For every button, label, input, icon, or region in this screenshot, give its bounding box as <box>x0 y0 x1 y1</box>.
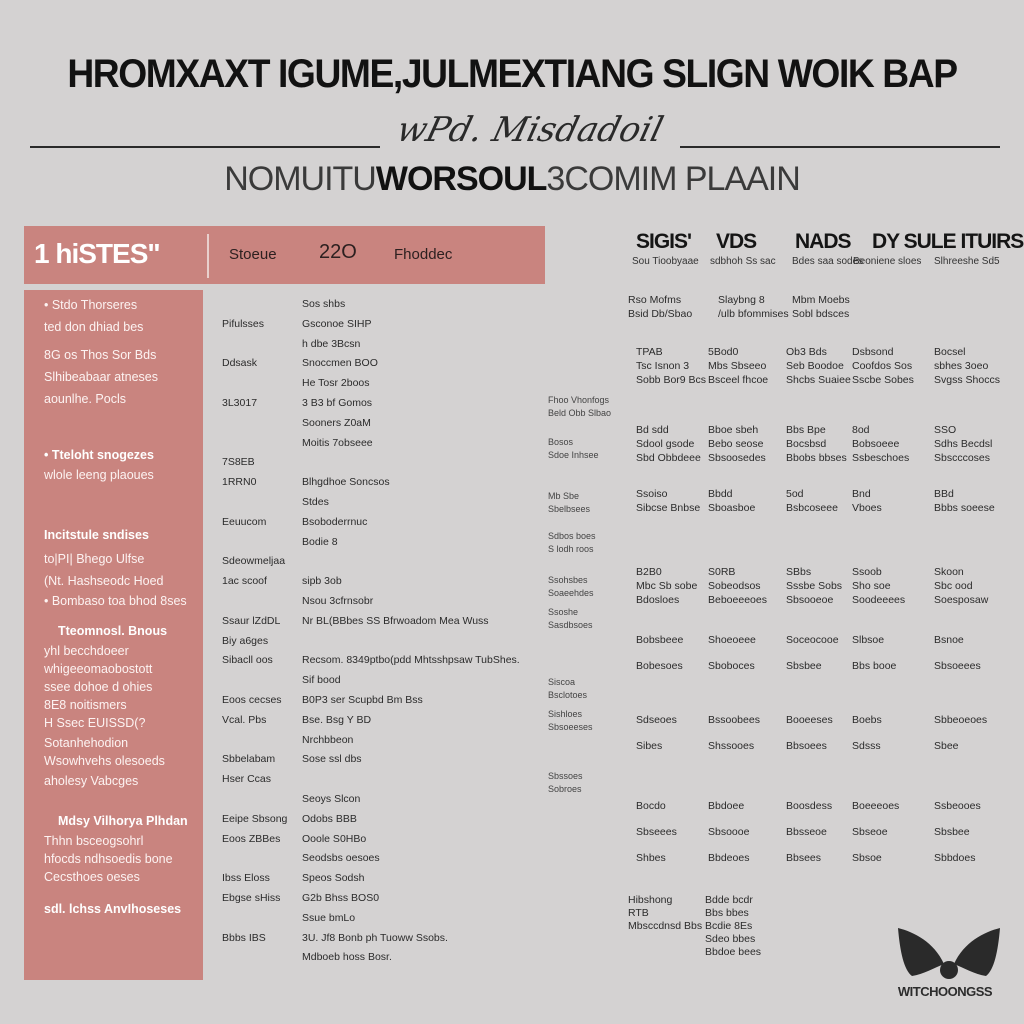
middle-label: 1ac scoof <box>222 575 267 588</box>
grid-cell: Bsbcoseee <box>786 502 838 514</box>
middle-value: Bse. Bsg Y BD <box>302 713 372 726</box>
row-label: Sbssoes <box>548 771 583 781</box>
grid-cell: Bsnoe <box>934 634 964 646</box>
grid-cell: Sbseoe <box>852 826 888 838</box>
sidebar-line: Sotanhehodion <box>44 736 129 750</box>
grid-cell: Sdsss <box>852 740 881 752</box>
grid-cell: Bobsbeee <box>636 634 684 646</box>
sidebar-line: H Ssec EUISSD(? <box>44 716 146 730</box>
header-band-main: 1 hiSTES" <box>34 238 160 269</box>
grid-cell: Bbdoee <box>708 800 745 812</box>
middle-value: 3U. Jf8 Bonb ph Tuoww Ssobs. <box>302 931 448 944</box>
grid-cell: Sobeodsos <box>708 580 761 592</box>
grid-cell: Bbsseoe <box>786 826 827 838</box>
grid-cell: Shcbs Suaiee <box>786 374 851 386</box>
sidebar-line: to|PI| Bhego Ulfse <box>44 552 145 566</box>
grid-cell: Bssoobees <box>708 714 760 726</box>
header-band-divider <box>207 234 209 278</box>
middle-value: Stdes <box>302 496 329 508</box>
grid-cell: Bboe sbeh <box>708 424 759 436</box>
script-line: wPd. Misdadoil <box>392 110 668 150</box>
column-subheader: Beoniene sloes <box>853 256 922 267</box>
column-subheader: Slhreeshe Sd5 <box>934 256 1000 267</box>
middle-label: Eoos cecses <box>222 694 282 706</box>
middle-value: Speos Sodsh <box>302 872 365 885</box>
row-label: Mb Sbe <box>548 491 580 501</box>
middle-label: Vcal. Pbs <box>222 713 267 726</box>
sidebar-line: aounlhe. Pocls <box>44 392 127 406</box>
grid-cell: Sbee <box>934 740 959 752</box>
middle-value: Moitis 7obseee <box>302 436 373 449</box>
header-band-col-3: Fhoddec <box>394 246 453 263</box>
sidebar-line: aholesy Vabcges <box>44 774 139 788</box>
grid-cell: Bocsel <box>934 346 966 358</box>
grid-cell: Shbes <box>636 852 666 864</box>
grid-cell: Ssbeooes <box>934 800 981 812</box>
grid-cell: Sbscccoses <box>934 452 991 464</box>
grid-cell: Coofdos Sos <box>852 360 913 372</box>
row-label-sub: Sasdbsoes <box>548 620 593 630</box>
grid-cell: Skoon <box>934 566 964 578</box>
butterfly-logo-icon <box>894 924 1004 984</box>
grid-cell: SBbs <box>786 566 812 578</box>
sidebar-line: • Stdo Thorseres <box>44 298 138 312</box>
grid-cell: Slaybng 8 <box>718 294 765 306</box>
middle-value: Gsconoe SIHP <box>302 317 372 330</box>
grid-cell: Soceocooe <box>786 634 839 646</box>
grid-cell: Bbdeoes <box>708 852 750 864</box>
grid-cell: Seb Boodoe <box>786 360 844 372</box>
grid-cell: S0RB <box>708 566 736 578</box>
middle-label: Eoos ZBBes <box>222 832 281 845</box>
grid-cell: Bdosloes <box>636 594 680 606</box>
middle-value: Blhgdhoe Soncsos <box>302 476 390 489</box>
middle-label: Ibss Eloss <box>222 872 270 885</box>
middle-value: G2b Bhss BOS0 <box>302 892 380 904</box>
middle-label: 3L3017 <box>222 397 258 409</box>
middle-label: Biy a6ges <box>222 634 269 647</box>
middle-label: Ssaur lZdDL <box>222 614 281 627</box>
grid-cell: Sbsoeees <box>934 660 981 672</box>
column-header: SIGIS' <box>636 230 692 253</box>
grid-cell: /ulb bfommises <box>718 308 789 320</box>
grid-cell: Bocsbsd <box>786 438 827 450</box>
middle-value: Seodsbs oesoes <box>302 852 380 865</box>
title-rule-right <box>680 146 1000 148</box>
sidebar-line: 8G os Thos Sor Bds <box>44 348 157 362</box>
sidebar-line: • Tteloht snogezes <box>44 448 154 462</box>
grid-cell: SSO <box>934 424 957 436</box>
grid-cell: Bbs booe <box>852 660 897 672</box>
middle-value: Odobs BBB <box>302 812 357 825</box>
row-label: Sishloes <box>548 709 583 719</box>
document-title: HROMXAXT IGUME,JULMEXTIANG SLIGN WOIK BAP <box>67 52 957 96</box>
subtitle-bold: WORSOUL <box>375 160 547 198</box>
grid-cell: Boeeeoes <box>852 800 900 812</box>
grid-cell: Boebs <box>852 714 882 726</box>
middle-label: Pifulsses <box>222 317 265 330</box>
grid-cell: Ssbeschoes <box>852 452 910 464</box>
middle-label: Ddsask <box>222 357 258 370</box>
grid-cell: Bocdo <box>636 800 666 812</box>
grid-cell: Mbc Sb sobe <box>636 580 698 592</box>
grid-cell: TPAB <box>636 346 663 358</box>
middle-value: Recsom. 8349ptbo(pdd Mhtsshpsaw TubShes. <box>302 654 520 667</box>
sidebar-line: yhl becchdoeer <box>44 644 129 658</box>
grid-cell: Bbs Bpe <box>786 424 826 436</box>
middle-value: Sose ssl dbs <box>302 753 362 766</box>
middle-value: Bodie 8 <box>302 535 338 548</box>
grid-cell: BBd <box>934 488 954 500</box>
sidebar-line: whigeeomaobostott <box>44 662 153 676</box>
sidebar-line: ssee dohoe d ohies <box>44 680 153 694</box>
grid-cell: Sibcse Bnbse <box>636 502 701 514</box>
grid-cell: 8od <box>852 424 870 436</box>
row-label: Siscoa <box>548 677 576 687</box>
grid-cell: Sbbeoeoes <box>934 714 988 726</box>
middle-value: Sif bood <box>302 674 341 687</box>
grid-cell: Soesposaw <box>934 594 989 606</box>
column-subheader: Sou Tioobyaae <box>632 256 699 267</box>
sidebar-line: Incitstule sndises <box>44 528 149 542</box>
middle-label: 1RRN0 <box>222 476 257 489</box>
grid-cell: B2B0 <box>636 566 662 578</box>
grid-cell: Shssooes <box>708 740 755 752</box>
grid-cell: Tsc Isnon 3 <box>636 360 690 372</box>
column-subheader: Bdes saa sodes <box>792 256 864 267</box>
grid-cell: Bsceel fhcoe <box>708 374 769 386</box>
grid-cell: Soodeeees <box>852 594 906 606</box>
grid-cell: Sboasboe <box>708 502 756 514</box>
grid-cell: Bebo seose <box>708 438 764 450</box>
sidebar-line: 8E8 noitismers <box>44 698 127 712</box>
grid-cell: Sbsoosedes <box>708 452 766 464</box>
bottom-note: Bcdie 8Es <box>705 920 753 932</box>
grid-cell: sbhes 3oeo <box>934 360 989 372</box>
bottom-note: Sdeo bbes <box>705 933 756 945</box>
row-label-sub: S lodh roos <box>548 544 594 554</box>
grid-cell: Sbsbee <box>934 826 970 838</box>
sidebar-line: hfocds ndhsoedis bone <box>44 852 173 866</box>
row-label-sub: Bsclotoes <box>548 690 588 700</box>
grid-cell: Sbseees <box>636 826 677 838</box>
column-subheader: sdbhoh Ss sac <box>710 256 776 267</box>
bottom-note: RTB <box>628 907 649 919</box>
grid-cell: Boosdess <box>786 800 833 812</box>
grid-cell: Sssbe Sobs <box>786 580 843 592</box>
grid-cell: Sdhs Becdsl <box>934 438 993 450</box>
bottom-note: Mbsccdnsd Bbs <box>628 920 703 932</box>
middle-value: He Tosr 2boos <box>302 377 370 390</box>
grid-cell: Sho soe <box>852 580 891 592</box>
row-label-sub: Sdoe Inhsee <box>548 450 599 460</box>
row-label: Bosos <box>548 437 574 447</box>
grid-cell: Sibes <box>636 740 663 752</box>
sidebar-line: Thhn bsceogsohrl <box>44 834 144 848</box>
middle-value: Ooole S0HBo <box>302 832 367 845</box>
grid-cell: Bsid Db/Sbao <box>628 308 693 320</box>
middle-value: Sooners Z0aM <box>302 416 371 429</box>
middle-label: Ebgse sHiss <box>222 892 281 904</box>
middle-value: Snoccmen BOO <box>302 357 378 370</box>
grid-cell: Mbs Sbseeo <box>708 360 767 372</box>
middle-label: Eeuucom <box>222 515 267 528</box>
grid-cell: Bbdd <box>708 488 733 500</box>
sidebar-line: Cecsthoes oeses <box>44 870 140 884</box>
row-label: Ssohsbes <box>548 575 588 585</box>
grid-cell: Sbsbee <box>786 660 822 672</box>
grid-cell: Sbsoooe <box>708 826 750 838</box>
grid-cell: Bnd <box>852 488 871 500</box>
middle-label: Eeipe Sbsong <box>222 812 288 825</box>
grid-cell: Bbsees <box>786 852 822 864</box>
document-subtitle <box>0 160 1024 199</box>
sidebar-line: ted don dhiad bes <box>44 320 144 334</box>
grid-cell: Vboes <box>852 502 882 514</box>
grid-cell: Bbsoees <box>786 740 827 752</box>
grid-cell: Sbd Obbdeee <box>636 452 701 464</box>
grid-cell: Sscbe Sobes <box>852 374 914 386</box>
grid-cell: Svgss Shoccs <box>934 374 1000 386</box>
grid-cell: 5Bod0 <box>708 346 739 358</box>
header-band <box>24 226 545 284</box>
row-label-sub: Sbelbsees <box>548 504 591 514</box>
grid-cell: Dsbsond <box>852 346 894 358</box>
grid-cell: 5od <box>786 488 804 500</box>
middle-value: Sos shbs <box>302 298 346 310</box>
grid-cell: Sobl bdsces <box>792 308 850 320</box>
middle-value: Bsoboderrnuc <box>302 515 368 528</box>
middle-label: Sdeowmeljaa <box>222 555 286 568</box>
middle-label: Sibacll oos <box>222 654 273 667</box>
row-label-sub: Soaeehdes <box>548 588 594 598</box>
bottom-note: Hibshong <box>628 894 673 906</box>
bottom-note: Bdde bcdr <box>705 894 753 906</box>
grid-cell: Sdseoes <box>636 714 677 726</box>
middle-value: Seoys Slcon <box>302 793 361 805</box>
middle-label: Bbbs IBS <box>222 931 266 944</box>
middle-value: Mdboeb hoss Bosr. <box>302 951 392 964</box>
title-rule-left <box>30 146 380 148</box>
sidebar-line: sdl. lchss AnvIhoseses <box>44 902 182 916</box>
middle-value: Nr BL(BBbes SS Bfrwoadom Mea Wuss <box>302 614 489 627</box>
grid-cell: Ssoiso <box>636 488 668 500</box>
row-label-sub: Sobroes <box>548 784 582 794</box>
middle-label: 7S8EB <box>222 456 255 469</box>
row-label-sub: Beld Obb Slbao <box>548 408 612 418</box>
sidebar-line: (Nt. Hashseodc Hoed <box>44 574 164 588</box>
grid-cell: Sobb Bor9 Bcs <box>636 374 707 386</box>
middle-value: Ssue bmLo <box>302 911 356 924</box>
grid-cell: Sbsooeoe <box>786 594 834 606</box>
middle-value: Nsou 3cfrnsobr <box>302 595 374 607</box>
sidebar-line: wlole leeng plaoues <box>44 468 154 482</box>
bottom-note: Bbs bbes <box>705 907 749 919</box>
grid-cell: Bbbs soeese <box>934 502 995 514</box>
column-header: VDS <box>716 230 757 253</box>
middle-value: h dbe 3Bcsn <box>302 337 361 350</box>
sidebar-line: Tteomnosl. Bnous <box>58 624 168 638</box>
grid-cell: Beboeeeoes <box>708 594 767 606</box>
subtitle-pre: NOMUITU <box>224 160 376 198</box>
row-label-sub: Sbsoeeses <box>548 722 593 732</box>
grid-cell: Sboboces <box>708 660 755 672</box>
middle-value: B0P3 ser Scupbd Bm Bss <box>302 694 423 706</box>
grid-cell: Rso Mofms <box>628 294 682 306</box>
sidebar-line: Wsowhvehs olesoeds <box>44 754 165 768</box>
grid-cell: Sbc ood <box>934 580 973 592</box>
grid-cell: Bobesoes <box>636 660 683 672</box>
grid-cell: Bbobs bbses <box>786 452 847 464</box>
row-label: Sdbos boes <box>548 531 596 541</box>
sidebar-line: Slhibeabaar atneses <box>44 370 158 384</box>
grid-cell: Booeeses <box>786 714 833 726</box>
grid-cell: Mbm Moebs <box>792 294 850 306</box>
grid-cell: Shoeoeee <box>708 634 756 646</box>
header-band-col-1: Stoeue <box>229 246 277 263</box>
grid-cell: Ob3 Bds <box>786 346 827 358</box>
sidebar-line: Mdsy Vilhorya Plhdan <box>58 814 188 828</box>
subtitle-post: 3COMIM PLAAIN <box>546 160 800 198</box>
header-band-col-2: 22O <box>319 241 357 263</box>
grid-cell: Sbbdoes <box>934 852 976 864</box>
middle-label: Hser Ccas <box>222 773 272 786</box>
middle-value: 3 B3 bf Gomos <box>302 397 373 409</box>
grid-cell: Ssoob <box>852 566 882 578</box>
sidebar-line: • Bombaso toa bhod 8ses <box>44 594 187 608</box>
row-label: Ssoshe <box>548 607 579 617</box>
column-header: NADS <box>795 230 851 253</box>
logo-text: WITCHOONGSS <box>897 984 993 999</box>
column-header: DY SULE ITUIRS <box>872 230 1024 253</box>
middle-label: Sbbelabam <box>222 753 276 766</box>
middle-value: Nrchbbeon <box>302 733 354 746</box>
grid-cell: Sdool gsode <box>636 438 695 450</box>
grid-cell: Bobsoeee <box>852 438 900 450</box>
middle-value: sipb 3ob <box>302 575 342 588</box>
row-label: Fhoo Vhonfogs <box>548 395 610 405</box>
grid-cell: Bd sdd <box>636 424 669 436</box>
grid-cell: Slbsoe <box>852 634 885 646</box>
grid-cell: Sbsoe <box>852 852 882 864</box>
sidebar-panel <box>24 290 203 980</box>
bottom-note: Bbdoe bees <box>705 946 762 958</box>
